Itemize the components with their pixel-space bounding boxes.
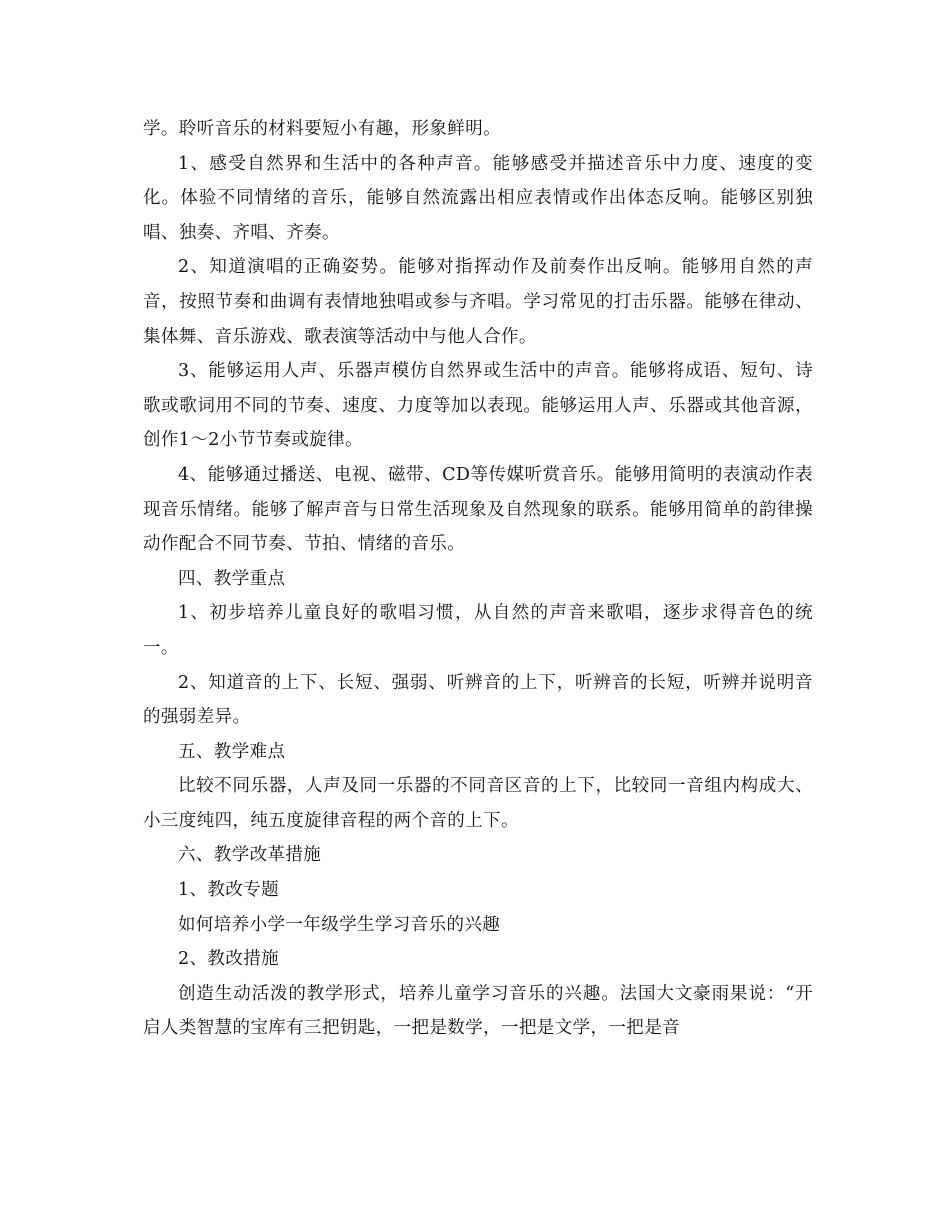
paragraph-item-2: 2、知道演唱的正确姿势。能够对指挥动作及前奏作出反响。能够用自然的声音，按照节奏和曲调有表情地独唱或参与齐唱。学习常见的打击乐器。能够在律动、集体舞、音乐游戏、歌表演等活动中与他人合作。 xyxy=(143,257,813,347)
paragraph-item-4: 4、能够通过播送、电视、磁带、CD等传媒听赏音乐。能够用简明的表演动作表现音乐情绪。能够了解声音与日常生活现象及自然现象的联系。能够用简单的韵律操动作配合不同节奏、节拍、情绪的音乐。 xyxy=(143,464,813,555)
reform-measures-paragraph: 创造生动活泼的教学形式，培养儿童学习音乐的兴趣。法国大文豪雨果说：“开启人类智慧的宝库有三把钥匙，一把是数学，一把是文学，一把是音 xyxy=(143,983,813,1039)
focus-item-1: 1、初步培养儿童良好的歌唱习惯，从自然的声音来歌唱，逐步求得音色的统一。 xyxy=(143,603,813,658)
paragraph-item-3: 3、能够运用人声、乐器声模仿自然界或生活中的声音。能够将成语、短句、诗歌或歌词用不同的节奏、速度、力度等加以表现。能够运用人声、乐器或其他音源，创作1～2小节节奏或旋律。 xyxy=(143,361,813,451)
paragraph-continuation: 学。聆听音乐的材料要短小有趣，形象鲜明。 xyxy=(143,119,501,139)
section-heading-teaching-focus: 四、教学重点 xyxy=(178,568,286,589)
subheading-reform-measures: 2、教改措施 xyxy=(178,949,280,970)
subheading-reform-topic: 1、教改专题 xyxy=(178,880,280,901)
paragraph-item-1: 1、感受自然界和生活中的各种声音。能够感受并描述音乐中力度、速度的变化。体验不同情绪的音乐，能够自然流露出相应表情或作出体态反响。能够区别独唱、独奏、齐唱、齐奏。 xyxy=(143,153,813,243)
difficulty-paragraph: 比较不同乐器，人声及同一乐器的不同音区音的上下，比较同一音组内构成大、小三度纯四，纯五度旋律音程的两个音的上下。 xyxy=(143,776,813,831)
document-body xyxy=(143,112,813,1046)
reform-topic-text: 如何培养小学一年级学生学习音乐的兴趣 xyxy=(178,914,501,935)
section-heading-reform-measures: 六、教学改革措施 xyxy=(178,845,322,866)
section-heading-teaching-difficulty: 五、教学难点 xyxy=(178,741,286,762)
focus-item-2: 2、知道音的上下、长短、强弱、听辨音的上下，听辨音的长短，听辨并说明音的强弱差异。 xyxy=(143,672,813,728)
